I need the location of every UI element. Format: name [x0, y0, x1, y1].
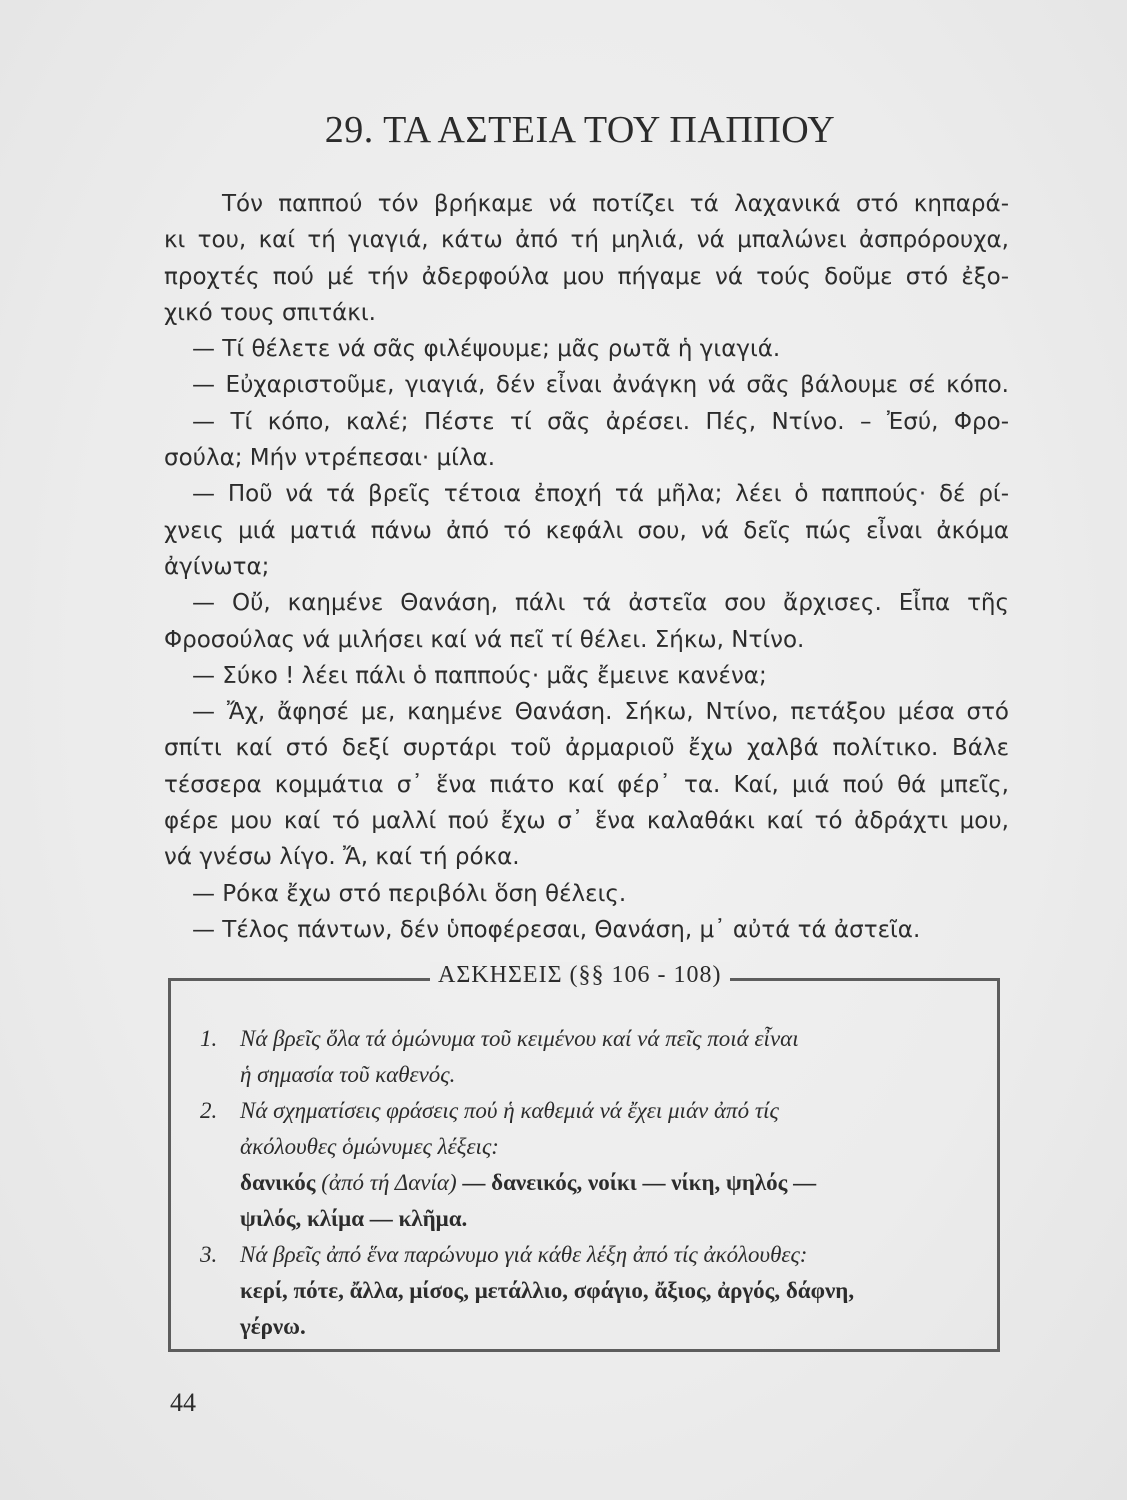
exercise-number: 3. [200, 1242, 218, 1267]
exercise-words: γέρνω. [240, 1314, 306, 1339]
story-line: σπίτι καί στό δεξί συρτάρι τοῦ ἀρμαριοῦ ἔχω χαλβά πολίτικο. Βάλε [164, 735, 1009, 762]
story-line: — Ποῦ νά τά βρεῖς τέτοια ἐποχή τά μῆλα; λέει ὁ παππούς· δέ ρί- [192, 481, 1009, 508]
story-line: φέρε μου καί τό μαλλί πού ἔχω σ᾽ ἕνα καλαθάκι καί τό ἀδράχτι μου, [164, 808, 1009, 835]
story-line: — Τί κόπο, καλέ; Πέστε τί σᾶς ἀρέσει. Πές, Ντίνο. – Ἐσύ, Φρο- [192, 408, 1009, 435]
exercise-text: ἡ σημασία τοῦ καθενός. [240, 1062, 456, 1087]
exercise-words: κερί, πότε, ἄλλα, μίσος, μετάλλιο, σφάγιο, ἄξιος, ἀργός, δάφνη, [240, 1278, 855, 1303]
exercise-words: δανικός [240, 1170, 316, 1195]
exercise-words: — δανεικός, νοίκι — νίκη, ψηλός — [462, 1170, 817, 1195]
story-line: ἀγίνωτα; [164, 553, 270, 580]
story-line: τέσσερα κομμάτια σ᾽ ἕνα πιάτο καί φέρ᾽ τα. Καί, μιά πού θά μπεῖς, [164, 771, 1009, 798]
page-number: 44 [170, 1388, 196, 1417]
story-line: — Τί θέλετε νά σᾶς φιλέψουμε; μᾶς ρωτᾶ ἡ γιαγιά. [192, 336, 781, 363]
story-line: — Εὐχαριστοῦμε, γιαγιά, δέν εἶναι ἀνάγκη νά σᾶς βάλουμε σέ κόπο. [192, 372, 1009, 399]
exercise-text: Νά βρεῖς ἀπό ἕνα παρώνυμο γιά κάθε λέξη ἀπό τίς ἀκόλουθες: [240, 1242, 808, 1267]
story-line: χικό τους σπιτάκι. [164, 299, 376, 326]
exercise-number: 2. [200, 1098, 218, 1123]
story-line: — Ρόκα ἔχω στό περιβόλι ὅση θέλεις. [192, 880, 627, 907]
exercise-text: ἀκόλουθες ὁμώνυμες λέξεις: [240, 1134, 499, 1159]
story-line: Τόν παππού τόν βρήκαμε νά ποτίζει τά λαχανικά στό κηπαρά- [222, 191, 1009, 217]
exercise-text: Νά βρεῖς ὅλα τά ὁμώνυμα τοῦ κειμένου καί νά πεῖς ποιά εἶναι [240, 1026, 799, 1051]
story-line: Φροσούλας νά μιλήσει καί νά πεῖ τί θέλει. Σήκω, Ντίνο. [164, 626, 805, 653]
exercises-list [200, 1021, 980, 1345]
exercise-item [200, 1237, 980, 1345]
exercise-words: ψιλός, κλίμα — κλῆμα. [240, 1206, 468, 1231]
exercise-item [200, 1093, 980, 1237]
story-line: προχτές πού μέ τήν ἀδερφούλα μου πήγαμε νά τούς δοῦμε στό ἐξο- [164, 263, 1009, 290]
story-line: κι του, καί τή γιαγιά, κάτω ἀπό τή μηλιά, νά μπαλώνει ἀσπρόρουχα, [164, 227, 1009, 254]
story-line: — Ἄχ, ἄφησέ με, καημένε Θανάση. Σήκω, Ντίνο, πετάξου μέσα στό [192, 699, 1009, 726]
story-text [164, 186, 1009, 948]
story-line: νά γνέσω λίγο. Ἄ, καί τή ρόκα. [164, 844, 520, 871]
exercise-item [200, 1021, 980, 1093]
story-line: — Οὔ, καημένε Θανάση, πάλι τά ἀστεῖα σου ἄρχισες. Εἶπα τῆς [192, 590, 1009, 617]
story-line: — Σύκο ! λέει πάλι ὁ παππούς· μᾶς ἔμεινε κανένα; [192, 662, 767, 689]
exercise-text: Νά σχηματίσεις φράσεις πού ἡ καθεμιά νά ἔχει μιάν ἀπό τίς [240, 1098, 779, 1123]
story-line: χνεις μιά ματιά πάνω ἀπό τό κεφάλι σου, νά δεῖς πώς εἶναι ἀκόμα [164, 517, 1009, 544]
exercise-number: 1. [200, 1026, 218, 1051]
story-line: σούλα; Μήν ντρέπεσαι· μίλα. [164, 445, 496, 472]
exercise-words-note: (ἀπό τή Δανία) [321, 1170, 457, 1195]
chapter-title: 29. ΤΑ ΑΣΤΕΙΑ ΤΟΥ ΠΑΠΠΟΥ [324, 109, 836, 151]
story-line: — Τέλος πάντων, δέν ὑποφέρεσαι, Θανάση, μ᾽ αὐτά τά ἀστεῖα. [192, 916, 921, 943]
exercises-heading: ΑΣΚΗΣΕΙΣ (§§ 106 - 108) [430, 962, 730, 989]
